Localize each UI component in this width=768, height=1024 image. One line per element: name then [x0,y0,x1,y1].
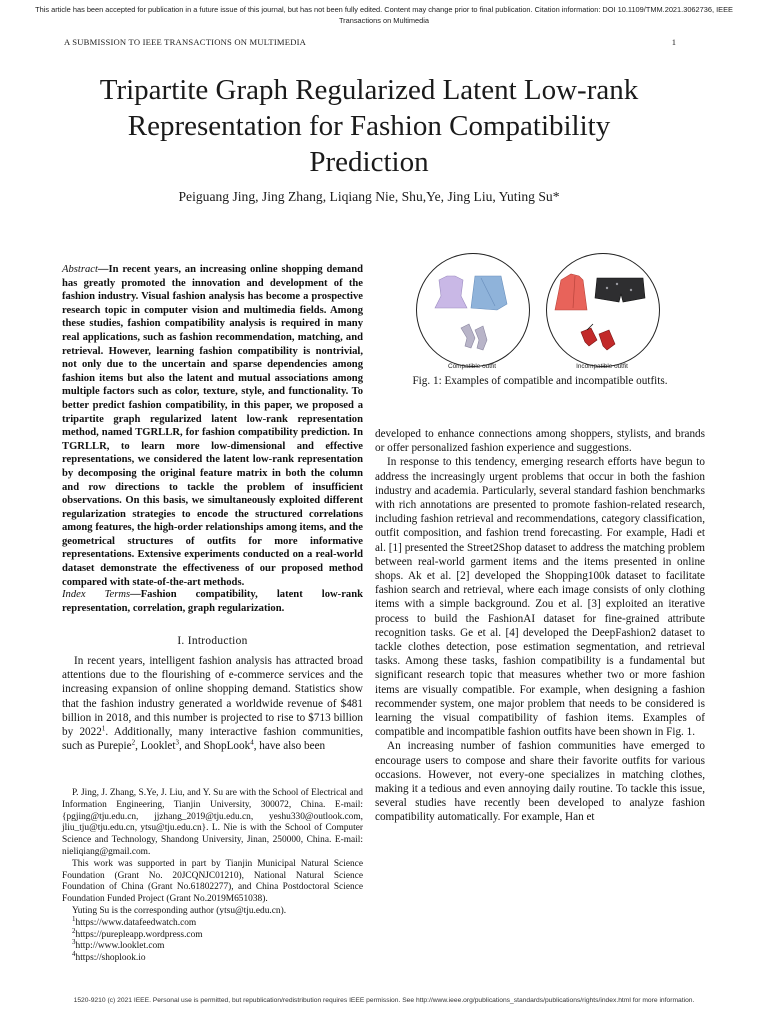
incompatible-outfit-label: Incompatible outfit [576,363,628,370]
red-heel-left [581,328,597,346]
sandal-right [475,326,487,350]
abstract-label: Abstract [62,264,98,275]
index-terms-label: Index Terms [62,589,131,600]
funding-note: This work was supported in part by Tianjin Municipal Natural Science Foundation (Grant No. 20JCQNJC01210), National Natural Science Foundation of China (Grant No.61802277), and China Postdoctoral Science Foundation Funded Project (Grant No.2019M651038). [62,858,363,905]
footnote-url-2[interactable]: $^2$https://purepleapp.wordpress.com [72,926,203,940]
title-line-1: Tripartite Graph Regularized Latent Low-rank [99,74,639,106]
right-paragraph-2: In response to this tendency, emerging research efforts have begun to address the increasingly urgent problems that occur in both the fashion industry and academia. Particularly, several standard fashion benchmarks with rich annotations are presented to promote fashion-related research, including fashion retrieval and recommendations, category classification, outfit composition, and fashion trend forecasting. For example, Hadi et al. [1] presented the Street2Shop dataset to address the matching problem between real-world garment items and the items presented in online shops. Ak et al. [2] developed the Shopping100k dataset to facilitate fashion search and retrieval, where each image consists of only clothing items with a simple background. Zou et al. [3] exploited an iterative process to build the FashionAI dataset for fine-grained attribute recognition tasks. Ge et al. [4] developed the DeepFashion2 dataset to tackle clothes detection, pose estimation segmentation, and retrieval tasks. Among these tasks, fashion compatibility is a fundamental but significant research topic that measures whether two or more fashion items are visually compatible. For example, when designing a fashion recommender system, one major problem that needs to be considered is learning the visual compatibility of fashion items. Examples of compatible and incompatible fashion outfits have been shown in Fig. 1. [375,456,705,739]
abstract-text: —In recent years, an increasing online shopping demand has greatly promoted the innovation and development of the fashion industry. Visual fashion analysis has become a prospective research topic in computer vision and multimedia fields. Among these studies, fashion compatibility analysis is required in many real applications, such as fashion recommendation, matching, and retrieval. However, learning fashion compatibility is nontrivial, not only due to the uncertain and sparse dependencies among fashion items but also the latent and mutual associations among multiple factors such as color, texture, style, and functionality. To better predict fashion compatibility, in this paper, we proposed a tripartite graph regularized latent low-rank representation method, named TGRLLR, for fashion compatibility prediction. In TGRLLR, to learn more low-dimensional and effective representations, we considered the latent low-rank representation by decomposing the original feature matrix in both the column and row directions to tackle the problem of insufficient observations. On this basis, we simultaneously exploited different regularization strategies to encode the structured correlations among features, the high-order relationships among items, and the geometrical structures of outfits for more informative representations. Extensive experiments conducted on a real-world dataset demonstrate the effectiveness of our proposed method compared with state-of-the-art methods. [62,264,363,588]
shorts-sequin [606,287,608,289]
copyright-footer: 1520-9210 (c) 2021 IEEE. Personal use is permitted, but republication/redistribution requires IEEE permission. See http://www.ieee.org/publications_standards/publications/rights/index.html for more information. [73,997,695,1004]
publication-notice-line2: Transactions on Multimedia [338,16,430,25]
paper-title [40,72,698,180]
lavender-top [435,276,467,308]
title-line-2: Representation for Fashion Compatibility [127,110,611,142]
running-head: A SUBMISSION TO IEEE TRANSACTIONS ON MULTIMEDIA [64,37,307,47]
blue-skirt [471,276,507,310]
compatible-outfit-illustration [417,254,529,366]
intro-paragraph [62,654,363,753]
red-heel-right [599,330,615,350]
index-terms-text: —Fashion compatibility, latent low-rank representation, correlation, graph regularization. [62,589,363,614]
footnotes [62,788,363,965]
shorts-sequin [630,289,632,291]
corresponding-author-note: Yuting Su is the corresponding author (ytsu@tju.edu.cn). [72,905,287,916]
shorts-sequin [616,283,618,285]
title-line-3: Prediction [309,146,429,178]
figure-caption: Fig. 1: Examples of compatible and incompatible outfits. [412,375,668,387]
author-list: Peiguang Jing, Jing Zhang, Liqiang Nie, Shu,Ye, Jing Liu, Yuting Su* [178,189,560,204]
index-terms [62,588,363,615]
footnote-ref-4[interactable]: 4 [250,738,254,747]
publication-notice-line1: This article has been accepted for publication in a future issue of this journal, but has not been fully edited. Content may change prior to final publication. Citation information: DOI 10.1109/TMM.2021.3062736, IEEE [35,5,733,14]
abstract [62,263,363,589]
right-paragraph-3: An increasing number of fashion communities have emerged to encourage users to compose and share their favorite outfits for various occasions. However, not every-one specializes in matching clothes, making it a tedious and even annoying daily routine. To tackle this issue, several studies have recently been developed to analyze fashion compatibility automatically. For example, Han et [375,740,705,824]
publication-notice [0,4,768,26]
page-number: 1 [671,37,676,47]
footnote-ref-2[interactable]: 2 [131,738,136,747]
incompatible-outfit-illustration [547,254,659,366]
figure-1 [408,253,666,371]
footnote-ref-1[interactable]: 1 [101,724,106,733]
intro-text-e: , have also been [253,740,326,753]
section-heading: I. Introduction [177,635,248,647]
footnote-url-4[interactable]: $^4$https://shoplook.io [72,950,146,964]
compatible-outfit-label: Compatible outfit [448,363,496,370]
incompatible-outfit-image [546,253,660,367]
footnote-url-3[interactable]: $^3$http://www.looklet.com [72,938,165,952]
intro-text-a: In recent years, intelligent fashion analysis has attracted broad attentions due to the flourishing of e-commerce services and the increasing expansion of online shopping demand. Statistics show that the fashion industry generated a worldwide revenue of $481 billion in 2018, and this number is projected to rise to $713 billion by 2022 [62,655,363,739]
intro-text-b: . Additionally, many interactive fashion communities, such as Purepie [62,726,363,753]
right-paragraph-1: developed to enhance connections among shoppers, stylists, and brands or offer personalized fashion experience and suggestions. [375,428,705,455]
sandal-left [461,324,475,348]
intro-text-d: , and ShopLook [179,740,251,753]
right-column [375,427,705,825]
dark-shorts [595,278,645,302]
intro-text-c: , Looklet [135,740,176,753]
coral-blazer [555,274,587,310]
footnote-url-1[interactable]: $^1$https://www.datafeedwatch.com [72,914,197,928]
compatible-outfit-image [416,253,530,367]
affiliation-note: P. Jing, J. Zhang, S.Ye, J. Liu, and Y. Su are with the School of Electrical and Information Engineering, Tianjin University, 300072, China. E-mail: {pgjing@tju.edu.cn, jjzhang_2019@tju.edu.cn, yeshu330@outlook.com, jliu_tju@tju.edu.cn, ytsu@tju.edu.cn}. L. Nie is with the School of Computer Science and Technology, Shandong University, Jinan, 250000, China. E-mail: nieliqiang@gmail.com. [62,788,363,857]
footnote-ref-3[interactable]: 3 [175,738,180,747]
